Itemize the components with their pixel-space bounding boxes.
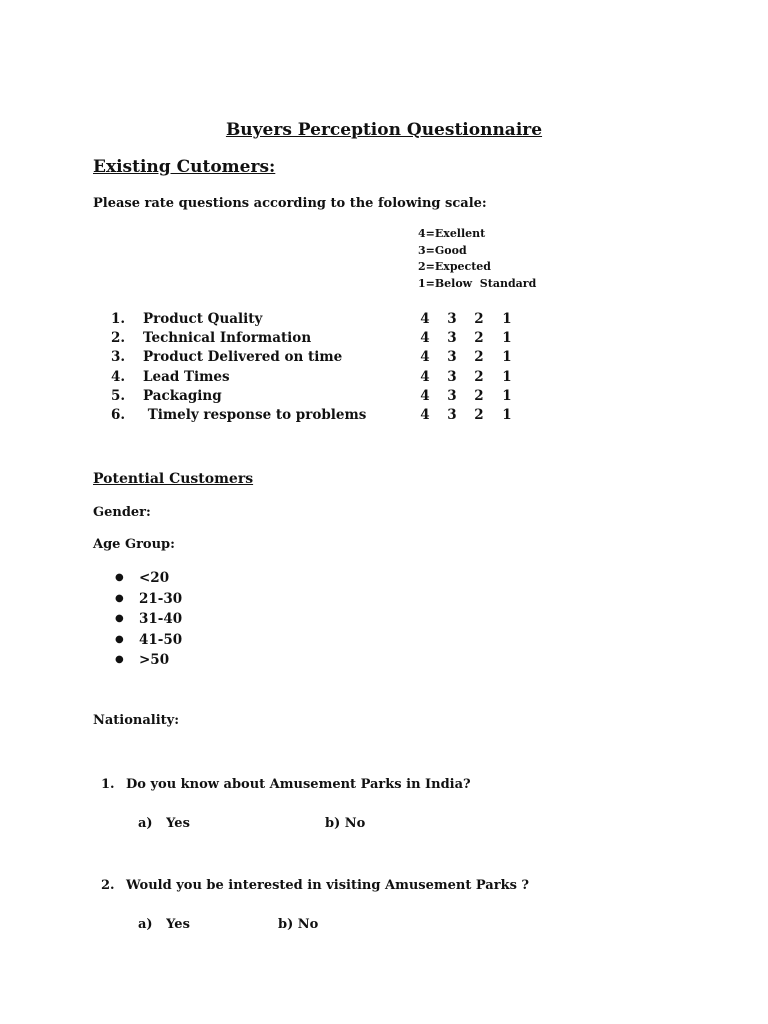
- rating-option-4: 4: [420, 349, 430, 366]
- rating-option-3: 3: [447, 349, 457, 366]
- gender-label: Gender:: [93, 505, 151, 520]
- question-text: Do you know about Amusement Parks in India?: [126, 777, 471, 792]
- bullet-icon: ●: [115, 613, 124, 624]
- rating-option-2: 2: [474, 406, 484, 423]
- nationality-label: Nationality:: [93, 713, 180, 728]
- rating-question-row: [111, 310, 531, 329]
- bullet-icon: ●: [115, 654, 124, 665]
- question-text: Technical Information: [143, 330, 312, 347]
- rating-option-1: 1: [502, 330, 512, 347]
- q1-option-no: b) No: [325, 816, 366, 831]
- rating-option-3: 3: [447, 330, 457, 347]
- rating-option-1: 1: [502, 406, 512, 423]
- rating-question-row: [111, 387, 531, 406]
- rating-option-3: 3: [447, 387, 457, 404]
- question-number: 3.: [111, 349, 126, 366]
- question-number: 5.: [111, 387, 126, 404]
- question-1: [101, 777, 471, 792]
- rating-question-row: [111, 348, 531, 367]
- age-group-option: <20: [139, 570, 170, 586]
- rating-option-4: 4: [420, 368, 430, 385]
- rating-option-2: 2: [474, 330, 484, 347]
- rating-question-row: [111, 368, 531, 387]
- scale-entry-1: 1=Below Standard: [418, 276, 537, 290]
- question-text: Timely response to problems: [143, 406, 367, 423]
- question-number: 4.: [111, 368, 126, 385]
- rating-option-4: 4: [420, 311, 430, 327]
- age-group-option: 21-30: [139, 590, 183, 607]
- existing-customers-heading: Existing Cutomers:: [93, 157, 276, 177]
- age-group-option: 31-40: [139, 611, 183, 627]
- rating-option-2: 2: [474, 349, 484, 366]
- rating-option-4: 4: [420, 387, 430, 404]
- scale-entry-3: 3=Good: [418, 243, 467, 257]
- question-number: 2.: [101, 878, 115, 893]
- question-text: Would you be interested in visiting Amusement Parks ?: [126, 878, 530, 893]
- rating-scale-legend: [418, 226, 536, 292]
- question-number: 1.: [111, 311, 126, 327]
- rating-option-1: 1: [502, 349, 512, 366]
- rating-option-1: 1: [502, 311, 512, 327]
- q2-option-yes: a) Yes: [138, 917, 190, 932]
- document-title: Buyers Perception Questionnaire: [225, 120, 543, 140]
- rating-option-4: 4: [420, 406, 430, 423]
- rating-option-2: 2: [474, 387, 484, 404]
- question-text: Product Delivered on time: [143, 349, 343, 366]
- rating-option-1: 1: [502, 368, 512, 385]
- bullet-icon: ●: [115, 592, 124, 604]
- age-group-option: 41-50: [139, 631, 183, 648]
- question-text: Lead Times: [143, 368, 230, 385]
- scale-entry-2: 2=Expected: [418, 260, 491, 273]
- rating-question-row: [111, 406, 531, 425]
- age-group-option: >50: [139, 652, 170, 668]
- age-group-label: Age Group:: [93, 537, 175, 552]
- rating-question-row: [111, 329, 531, 348]
- bullet-icon: ●: [115, 572, 124, 583]
- rating-questions-list: [111, 310, 531, 425]
- rating-option-4: 4: [420, 330, 430, 347]
- question-text: Product Quality: [143, 311, 263, 327]
- question-2: [101, 878, 529, 893]
- rating-option-1: 1: [502, 387, 512, 404]
- rating-option-3: 3: [447, 311, 457, 327]
- rating-option-3: 3: [447, 368, 457, 385]
- question-number: 6.: [111, 406, 126, 423]
- rating-option-3: 3: [447, 406, 457, 423]
- bullet-icon: ●: [115, 633, 124, 645]
- q1-option-yes: a) Yes: [138, 816, 190, 831]
- rating-option-2: 2: [474, 311, 484, 327]
- scale-entry-4: 4=Exellent: [418, 227, 486, 240]
- question-text: Packaging: [143, 387, 222, 404]
- question-number: 2.: [111, 330, 126, 347]
- potential-customers-heading: Potential Customers: [93, 471, 254, 487]
- rating-option-2: 2: [474, 368, 484, 385]
- rating-instruction: Please rate questions according to the folowing scale:: [93, 196, 487, 211]
- q2-option-no: b) No: [278, 917, 319, 932]
- question-number: 1.: [101, 777, 115, 792]
